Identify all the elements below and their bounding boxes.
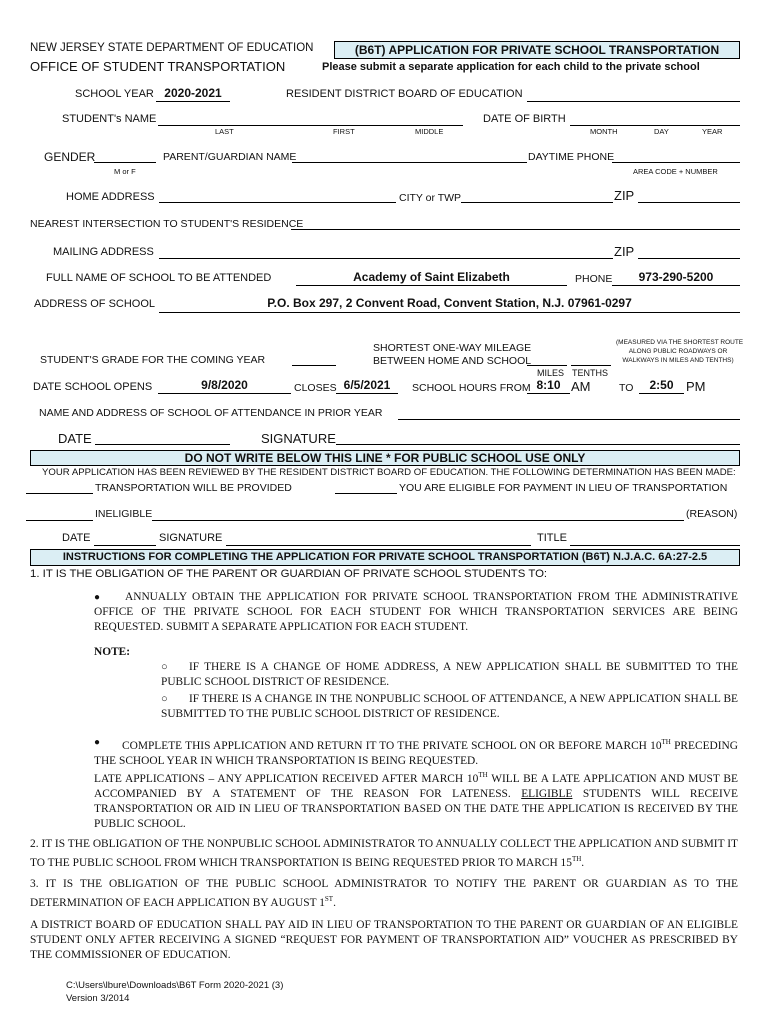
footer-version: Version 3/2014 [66, 993, 130, 1004]
month-caption: MONTH [590, 127, 618, 136]
form-subtitle: Please submit a separate application for each child to the private school [322, 61, 700, 73]
official-date-field[interactable] [94, 545, 156, 546]
zip-field[interactable] [638, 202, 740, 203]
school-year-line [156, 101, 230, 102]
school-name-label: FULL NAME OF SCHOOL TO BE ATTENDED [46, 272, 272, 284]
official-title-label: TITLE [537, 532, 567, 544]
school-year-value[interactable]: 2020-2021 [164, 86, 222, 100]
ineligible-label: INELIGIBLE [95, 508, 153, 520]
instructions-banner: INSTRUCTIONS FOR COMPLETING THE APPLICATION FOR PRIVATE SCHOOL TRANSPORTATION (B6T) N.J.A.C. 6A:27-2.5 [30, 549, 740, 566]
miles-caption: MILES [537, 368, 565, 378]
item2-sup: TH [571, 855, 582, 863]
late-text-c: STUDENTS WILL RECEIVE TRANSPORTATION OR AID IN LIEU OF TRANSPORTATION BASED ON THE DATE THE APPLICATION IS RECEIVED BY THE PUBLIC SCHOOL. [94, 787, 738, 830]
gender-field[interactable] [94, 162, 156, 163]
bullet-icon: ● [94, 592, 101, 603]
instruction-item-2 [30, 837, 738, 871]
official-signature-label: SIGNATURE [159, 532, 223, 544]
dob-field[interactable] [570, 125, 740, 126]
note-circle-icon: ○ [161, 693, 168, 705]
grade-field[interactable] [292, 365, 336, 366]
instruction-item-3 [30, 877, 738, 911]
prior-year-field[interactable] [398, 419, 740, 420]
prior-year-label: NAME AND ADDRESS OF SCHOOL OF ATTENDANCE IN PRIOR YEAR [39, 407, 383, 419]
note-circle-icon: ○ [161, 661, 168, 673]
official-signature-field[interactable] [226, 545, 531, 546]
school-address-line [159, 312, 740, 313]
signature-label: SIGNATURE [261, 431, 336, 446]
parent-field[interactable] [292, 162, 527, 163]
eligible-check-line[interactable] [335, 493, 397, 494]
date-opens-line [158, 393, 291, 394]
form-title: (B6T) APPLICATION FOR PRIVATE SCHOOL TRANSPORTATION [334, 41, 740, 59]
school-address-label: ADDRESS OF SCHOOL [34, 298, 156, 310]
daytime-phone-field[interactable] [612, 162, 740, 163]
date-label: DATE [58, 431, 92, 446]
mailing-label: MAILING ADDRESS [53, 246, 154, 258]
provided-check-line[interactable] [26, 493, 93, 494]
note-1: IF THERE IS A CHANGE OF HOME ADDRESS, A NEW APPLICATION SHALL BE SUBMITTED TO THE PUBLIC SCHOOL DISTRICT OF RESIDENCE. [161, 661, 738, 688]
resident-board-label: RESIDENT DISTRICT BOARD OF EDUCATION [286, 88, 523, 100]
reviewed-text: YOUR APPLICATION HAS BEEN REVIEWED BY THE RESIDENT DISTRICT BOARD OF EDUCATION. THE FOLLOWING DETERMINATION HAS BEEN MADE: [42, 467, 736, 478]
student-name-label: STUDENT's NAME [62, 113, 157, 125]
bullet2-text-b: PRECEDING THE SCHOOL YEAR IN WHICH TRANSPORTATION IS BEING REQUESTED. [94, 739, 738, 767]
footer-path: C:\Users\lbure\Downloads\B6T Form 2020-2021 (3) [66, 980, 284, 991]
hours-label: SCHOOL HOURS FROM [412, 382, 531, 394]
pm-label: PM [686, 379, 706, 394]
hours-to-value[interactable]: 2:50 [649, 378, 674, 392]
tenths-field[interactable] [571, 365, 611, 366]
to-label: TO [619, 382, 634, 394]
mileage-label-2: BETWEEN HOME AND SCHOOL [373, 355, 532, 367]
bullet2-text-a: COMPLETE THIS APPLICATION AND RETURN IT TO THE PRIVATE SCHOOL ON OR BEFORE MARCH 10 [122, 739, 662, 752]
signature-field[interactable] [336, 444, 740, 445]
hours-from-value[interactable]: 8:10 [536, 378, 561, 392]
middle-caption: MIDDLE [415, 127, 444, 136]
phone-line [612, 285, 740, 286]
year-caption: YEAR [702, 127, 723, 136]
eligible-payment-label: YOU ARE ELIGIBLE FOR PAYMENT IN LIEU OF TRANSPORTATION [399, 482, 728, 494]
measured-note-2: ALONG PUBLIC ROADWAYS OR [628, 348, 728, 355]
zip2-label: ZIP [614, 244, 635, 259]
item3-sup: ST [324, 895, 334, 903]
instruction-item-1: 1. IT IS THE OBLIGATION OF THE PARENT OR GUARDIAN OF PRIVATE SCHOOL STUDENTS TO: [30, 568, 548, 580]
note-2: IF THERE IS A CHANGE IN THE NONPUBLIC SCHOOL OF ATTENDANCE, A NEW APPLICATION SHALL BE SUBMITTED TO THE PUBLIC SCHOOL DISTRICT OF RESIDENCE. [161, 693, 738, 720]
day-caption: DAY [654, 127, 669, 136]
intersection-field[interactable] [291, 229, 740, 230]
student-name-field[interactable] [158, 125, 463, 126]
official-title-field[interactable] [570, 545, 740, 546]
city-label: CITY or TWP [399, 192, 462, 204]
measured-note-3: WALKWAYS IN MILES AND TENTHS) [622, 357, 734, 364]
public-use-banner: DO NOT WRITE BELOW THIS LINE * FOR PUBLIC SCHOOL USE ONLY [30, 450, 740, 466]
dob-label: DATE OF BIRTH [483, 113, 566, 125]
last-caption: LAST [215, 127, 234, 136]
school-year-label: SCHOOL YEAR [75, 88, 154, 100]
late-sup: TH [478, 771, 488, 779]
resident-board-field[interactable] [527, 101, 740, 102]
final-paragraph: A DISTRICT BOARD OF EDUCATION SHALL PAY AID IN LIEU OF TRANSPORTATION TO THE PARENT OR GUARDIAN OF AN ELIGIBLE STUDENT ONLY AFTER RECEIVING A SIGNED “REQUEST FOR PAYMENT OF TRANSPORTATION AID” VOUCHER AS PRESCRIBED BY THE COMMISSIONER OF EDUCATION. [30, 919, 738, 961]
provided-label: TRANSPORTATION WILL BE PROVIDED [95, 482, 292, 494]
item2-text-a: 2. IT IS THE OBLIGATION OF THE NONPUBLIC SCHOOL ADMINISTRATOR TO ANNUALLY COLLECT THE APPLICATION AND SUBMIT IT TO THE PUBLIC SCHOOL FROM WHICH TRANSPORTATION IS BEING REQUESTED PRIOR TO MARCH 15 [30, 838, 738, 869]
parent-label: PARENT/GUARDIAN NAME [163, 151, 297, 163]
mileage-label-1: SHORTEST ONE-WAY MILEAGE [373, 342, 532, 354]
bullet-icon: ● [94, 737, 101, 748]
home-address-field[interactable] [159, 202, 396, 203]
school-name-value[interactable]: Academy of Saint Elizabeth [353, 270, 510, 284]
zip2-field[interactable] [638, 258, 740, 259]
item3-text-a: 3. IT IS THE OBLIGATION OF THE PUBLIC SCHOOL ADMINISTRATOR TO NOTIFY THE PARENT OR GUARDIAN AS TO THE DETERMINATION OF EACH APPLICATION BY AUGUST 1 [30, 878, 738, 909]
reason-label: (REASON) [686, 508, 738, 520]
date-opens-label: DATE SCHOOL OPENS [33, 381, 153, 393]
hours-to-line [639, 393, 684, 394]
reason-field[interactable] [152, 520, 684, 521]
date-field[interactable] [95, 444, 230, 445]
hours-from-line [527, 393, 570, 394]
first-caption: FIRST [333, 127, 355, 136]
city-field[interactable] [461, 202, 613, 203]
zip-label: ZIP [614, 188, 635, 203]
phone-label: PHONE [575, 273, 613, 285]
instruction-bullet-1: ANNUALLY OBTAIN THE APPLICATION FOR PRIVATE SCHOOL TRANSPORTATION FROM THE ADMINISTRATIVE OFFICE OF THE PRIVATE SCHOOL FOR EACH STUDENT FOR WHICH TRANSPORTATION SERVICES ARE BEING REQUESTED. SUBMIT A SEPARATE APPLICATION FOR EACH STUDENT. [94, 591, 738, 633]
office-name: OFFICE OF STUDENT TRANSPORTATION [30, 59, 286, 74]
school-name-line [296, 285, 567, 286]
m-or-f-caption: M or F [114, 167, 136, 176]
late-text-a: LATE APPLICATIONS – ANY APPLICATION RECEIVED AFTER MARCH 10 [94, 772, 479, 785]
item3-text-b: . [333, 896, 336, 909]
school-address-value[interactable]: P.O. Box 297, 2 Convent Road, Convent Station, N.J. 07961-0297 [267, 296, 632, 310]
phone-value[interactable]: 973-290-5200 [638, 270, 714, 284]
date-opens-value[interactable]: 9/8/2020 [201, 378, 248, 392]
daytime-phone-label: DAYTIME PHONE [528, 151, 615, 163]
ineligible-check-line[interactable] [26, 520, 93, 521]
home-address-label: HOME ADDRESS [66, 191, 155, 203]
item2-text-b: . [581, 856, 585, 869]
am-label: AM [571, 379, 591, 394]
late-text-b: WILL BE A LATE APPLICATION AND MUST BE ACCOMPANIED BY A STATEMENT OF THE REASON FOR LATENESS. [94, 772, 738, 800]
official-date-label: DATE [62, 532, 91, 544]
bullet2-sup: TH [661, 738, 671, 746]
intersection-label: NEAREST INTERSECTION TO STUDENT'S RESIDENCE [30, 218, 304, 230]
instruction-bullet-2 [94, 735, 738, 769]
miles-field[interactable] [527, 365, 567, 366]
gender-label: GENDER [44, 150, 96, 164]
closes-line [336, 393, 398, 394]
grade-label: STUDENT'S GRADE FOR THE COMING YEAR [40, 354, 266, 366]
late-eligible: ELIGIBLE [521, 787, 573, 800]
late-applications [94, 768, 738, 832]
note-label: NOTE: [94, 646, 131, 658]
mailing-field[interactable] [159, 258, 613, 259]
tenths-caption: TENTHS [572, 368, 608, 378]
closes-label: CLOSES [294, 382, 337, 394]
closes-value[interactable]: 6/5/2021 [343, 378, 391, 392]
dept-name: NEW JERSEY STATE DEPARTMENT OF EDUCATION [30, 42, 314, 54]
measured-note-1: (MEASURED VIA THE SHORTEST ROUTE [616, 339, 744, 346]
area-code-caption: AREA CODE + NUMBER [633, 167, 718, 176]
